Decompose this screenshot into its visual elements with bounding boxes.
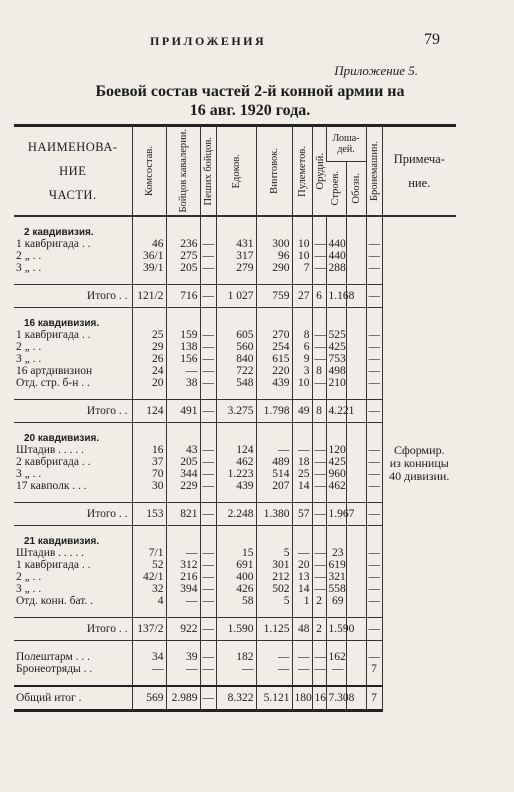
cell-h: 425 [326, 341, 346, 353]
grand-total-label: Общий итог . [14, 686, 132, 711]
total-k: 124 [132, 400, 166, 423]
cell-f: — [200, 444, 216, 456]
cell-m: 10 [292, 250, 312, 262]
title-line-2: 16 авг. 1920 года. [189, 102, 311, 119]
cell-c: 275 [166, 250, 200, 262]
section-title: 20 кавдивизия. [24, 433, 100, 444]
total-f: — [200, 503, 216, 526]
cell-r: 254 [256, 341, 292, 353]
grand-k: 569 [132, 686, 166, 711]
cell-o [346, 571, 366, 583]
cell-r: 220 [256, 365, 292, 377]
unit-name: 1 кавбригада . . [16, 238, 91, 250]
notes-column [382, 216, 456, 711]
cell-c: 236 [166, 238, 200, 250]
cell-f: — [200, 663, 216, 675]
total-e: 2.248 [216, 503, 256, 526]
cell-e: 1.223 [216, 468, 256, 480]
cell-m: 25 [292, 468, 312, 480]
cell-g: — [312, 559, 326, 571]
total-f: — [200, 285, 216, 308]
header-train-horses: Обозн. [346, 162, 366, 216]
cell-h: 619 [326, 559, 346, 571]
cell-g: — [312, 329, 326, 341]
cell-r: 96 [256, 250, 292, 262]
cell-e: 439 [216, 480, 256, 492]
unit-name: Полештарм . . . [16, 651, 90, 663]
cell-m: 13 [292, 571, 312, 583]
cell-a: 7 [366, 663, 382, 675]
running-head: ПРИЛОЖЕНИЯ [150, 34, 267, 48]
cell-r: — [256, 651, 292, 663]
section-title: 16 кавдивизия. [24, 318, 100, 329]
cell-k: 52 [132, 559, 166, 571]
cell-k: 46 [132, 238, 166, 250]
total-m: 27 [292, 285, 312, 308]
cell-f: — [200, 456, 216, 468]
cell-a: — [366, 377, 382, 389]
cell-c: 205 [166, 262, 200, 274]
cell-g: — [312, 377, 326, 389]
header-unit-name: НАИМЕНОВА- НИЕ ЧАСТИ. [14, 126, 132, 217]
cell-m: 9 [292, 353, 312, 365]
header-eaters: Едоков. [216, 126, 256, 217]
cell-a: — [366, 262, 382, 274]
total-m: 57 [292, 503, 312, 526]
cell-c: 216 [166, 571, 200, 583]
table-header-row [14, 126, 456, 162]
cell-h: 321 [326, 571, 346, 583]
cell-h: 440 [326, 238, 346, 250]
cell-f: — [200, 547, 216, 559]
cell-e: 560 [216, 341, 256, 353]
cell-m: 10 [292, 377, 312, 389]
cell-o [346, 595, 366, 607]
cell-r: — [256, 663, 292, 675]
cell-r: 514 [256, 468, 292, 480]
cell-g: — [312, 468, 326, 480]
cell-a: — [366, 444, 382, 456]
cell-r: 489 [256, 456, 292, 468]
cell-e: 124 [216, 444, 256, 456]
cell-h: 753 [326, 353, 346, 365]
cell-f: — [200, 480, 216, 492]
cell-k: 30 [132, 480, 166, 492]
unit-name: 3 „ . . [16, 353, 42, 365]
unit-name: Отд. стр. б-н . . [16, 377, 90, 389]
cell-a: — [366, 651, 382, 663]
total-a: — [366, 285, 382, 308]
cell-k: 37 [132, 456, 166, 468]
cell-o [346, 456, 366, 468]
total-a: — [366, 618, 382, 641]
cell-o [346, 663, 366, 675]
cell-o [346, 377, 366, 389]
cell-c: — [166, 663, 200, 675]
total-a: — [366, 400, 382, 423]
note-line: из конницы [389, 456, 449, 471]
cell-m: 14 [292, 583, 312, 595]
cell-g: — [312, 341, 326, 353]
cell-h: 440 [326, 250, 346, 262]
unit-name: 2 „ . . [16, 250, 42, 262]
total-g: 6 [312, 285, 326, 308]
cell-r: 212 [256, 571, 292, 583]
cell-k: 16 [132, 444, 166, 456]
cell-f: — [200, 250, 216, 262]
section-title: 2 кавдивизия. [24, 227, 94, 238]
total-h: 4.221 [326, 400, 346, 423]
cell-r: — [256, 444, 292, 456]
total-c: 491 [166, 400, 200, 423]
cell-f: — [200, 365, 216, 377]
unit-name: 2 кавбригада . . [16, 456, 91, 468]
cell-k: 34 [132, 651, 166, 663]
cell-m: 7 [292, 262, 312, 274]
unit-name: 1 кавбригада . . [16, 559, 91, 571]
cell-a: — [366, 365, 382, 377]
cell-m: — [292, 651, 312, 663]
total-c: 922 [166, 618, 200, 641]
cell-r: 290 [256, 262, 292, 274]
grand-f: — [200, 686, 216, 711]
header-komsostav: Комсостав. [132, 126, 166, 217]
cell-e: 15 [216, 547, 256, 559]
cell-m: 10 [292, 238, 312, 250]
cell-e: 182 [216, 651, 256, 663]
subtotal-label: Итого . . [14, 618, 132, 641]
cell-f: — [200, 583, 216, 595]
total-h: 1.967 [326, 503, 346, 526]
cell-c: 39 [166, 651, 200, 663]
header-horses: Лоша- дей. [326, 126, 366, 162]
cell-a: — [366, 480, 382, 492]
unit-name: 16 артдивизион [16, 365, 93, 377]
unit-name: Штадив . . . . . [16, 547, 85, 559]
cell-o [346, 583, 366, 595]
cell-m: — [292, 547, 312, 559]
total-m: 49 [292, 400, 312, 423]
header-armored-cars: Бронемашин. [366, 126, 382, 217]
cell-f: — [200, 238, 216, 250]
cell-g: — [312, 250, 326, 262]
grand-h: 7.308 [326, 686, 346, 711]
header-foot-fighters: Пеших бойцов. [200, 126, 216, 217]
table-body [14, 216, 456, 711]
cell-h: 162 [326, 651, 346, 663]
total-r: 1.798 [256, 400, 292, 423]
cell-g: — [312, 444, 326, 456]
grand-g: 16 [312, 686, 326, 711]
total-e: 1.590 [216, 618, 256, 641]
cell-m: 14 [292, 480, 312, 492]
cell-f: — [200, 571, 216, 583]
cell-c: — [166, 365, 200, 377]
cell-r: 207 [256, 480, 292, 492]
cell-m: 20 [292, 559, 312, 571]
cell-c: 394 [166, 583, 200, 595]
cell-h: 288 [326, 262, 346, 274]
cell-m: 8 [292, 329, 312, 341]
header-combat-horses: Строев. [326, 162, 346, 216]
cell-o [346, 341, 366, 353]
cell-k: 32 [132, 583, 166, 595]
total-f: — [200, 400, 216, 423]
cell-f: — [200, 329, 216, 341]
total-r: 759 [256, 285, 292, 308]
cell-e: 58 [216, 595, 256, 607]
cell-o [346, 651, 366, 663]
cell-g: — [312, 456, 326, 468]
unit-name: 3 „ . . [16, 262, 42, 274]
cell-r: 270 [256, 329, 292, 341]
grand-c: 2.989 [166, 686, 200, 711]
title-line-1: Боевой состав частей 2-й конной армии на [95, 83, 405, 100]
cell-k: 7/1 [132, 547, 166, 559]
cell-a: — [366, 583, 382, 595]
header-rifles: Винтовок. [256, 126, 292, 217]
header-machine-guns: Пулеметов. [292, 126, 312, 217]
total-f: — [200, 618, 216, 641]
page-number: 79 [424, 31, 440, 48]
cell-k: — [132, 663, 166, 675]
unit-name: Отд. конн. бат. . [16, 595, 94, 607]
cell-f: — [200, 595, 216, 607]
cell-h: 558 [326, 583, 346, 595]
units-table [14, 124, 456, 712]
total-k: 121/2 [132, 285, 166, 308]
cell-m: 1 [292, 595, 312, 607]
cell-c: — [166, 547, 200, 559]
cell-e: 431 [216, 238, 256, 250]
cell-o [346, 547, 366, 559]
cell-a: — [366, 547, 382, 559]
unit-name: 1 кавбригада . . [16, 329, 91, 341]
cell-k: 36/1 [132, 250, 166, 262]
total-h: 1.590 [326, 618, 346, 641]
cell-h: — [326, 663, 346, 675]
note-line: 40 дивизии. [389, 469, 450, 484]
cell-a: — [366, 559, 382, 571]
cell-g: — [312, 238, 326, 250]
grand-m: 180 [292, 686, 312, 711]
cell-a: — [366, 595, 382, 607]
cell-g: — [312, 571, 326, 583]
subtotal-label: Итого . . [14, 503, 132, 526]
cell-f: — [200, 341, 216, 353]
cell-k: 42/1 [132, 571, 166, 583]
cell-r: 5 [256, 547, 292, 559]
cell-e: 279 [216, 262, 256, 274]
unit-name: 2 „ . . [16, 571, 42, 583]
cell-h: 23 [326, 547, 346, 559]
total-k: 137/2 [132, 618, 166, 641]
cell-r: 300 [256, 238, 292, 250]
header-notes: Примеча- ние. [382, 126, 456, 217]
grand-e: 8.322 [216, 686, 256, 711]
cell-c: 156 [166, 353, 200, 365]
cell-k: 26 [132, 353, 166, 365]
cell-c: 159 [166, 329, 200, 341]
appendix-label: Приложение 5. [334, 63, 418, 78]
total-r: 1.380 [256, 503, 292, 526]
cell-a: — [366, 250, 382, 262]
cell-g: — [312, 547, 326, 559]
cell-e: 548 [216, 377, 256, 389]
cell-c: 229 [166, 480, 200, 492]
cell-c: — [166, 595, 200, 607]
cell-a: — [366, 468, 382, 480]
cell-o [346, 480, 366, 492]
header-cavalry-fighters: Бойцов кавалерии. [166, 126, 200, 217]
total-m: 48 [292, 618, 312, 641]
note-line: Сформир. [393, 443, 445, 458]
cell-c: 205 [166, 456, 200, 468]
cell-a: — [366, 341, 382, 353]
unit-name: 3 „ . . [16, 468, 42, 480]
cell-c: 344 [166, 468, 200, 480]
cell-a: — [366, 456, 382, 468]
cell-a: — [366, 353, 382, 365]
total-h: 1.168 [326, 285, 346, 308]
cell-o [346, 238, 366, 250]
cell-g: 8 [312, 365, 326, 377]
cell-f: — [200, 559, 216, 571]
cell-h: 69 [326, 595, 346, 607]
section-title: 21 кавдивизия. [24, 536, 100, 547]
total-e: 3.275 [216, 400, 256, 423]
cell-k: 24 [132, 365, 166, 377]
total-r: 1.125 [256, 618, 292, 641]
cell-g: 2 [312, 595, 326, 607]
cell-m: — [292, 663, 312, 675]
cell-m: 3 [292, 365, 312, 377]
cell-g: — [312, 583, 326, 595]
cell-h: 960 [326, 468, 346, 480]
header-guns: Орудий. [312, 126, 326, 217]
total-e: 1 027 [216, 285, 256, 308]
cell-h: 210 [326, 377, 346, 389]
total-g: 8 [312, 400, 326, 423]
cell-h: 425 [326, 456, 346, 468]
cell-e: 605 [216, 329, 256, 341]
cell-e: — [216, 663, 256, 675]
total-g: — [312, 503, 326, 526]
cell-o [346, 262, 366, 274]
cell-o [346, 329, 366, 341]
cell-a: — [366, 571, 382, 583]
cell-a: — [366, 329, 382, 341]
cell-h: 525 [326, 329, 346, 341]
cell-e: 400 [216, 571, 256, 583]
cell-r: 615 [256, 353, 292, 365]
cell-g: — [312, 353, 326, 365]
cell-r: 439 [256, 377, 292, 389]
cell-o [346, 365, 366, 377]
subtotal-label: Итого . . [14, 285, 132, 308]
cell-r: 5 [256, 595, 292, 607]
cell-a: — [366, 238, 382, 250]
cell-e: 462 [216, 456, 256, 468]
cell-f: — [200, 377, 216, 389]
cell-e: 691 [216, 559, 256, 571]
cell-o [346, 444, 366, 456]
unit-name: 17 кавполк . . . [16, 480, 87, 492]
document-title [40, 82, 460, 120]
cell-r: 301 [256, 559, 292, 571]
cell-g: — [312, 663, 326, 675]
cell-o [346, 250, 366, 262]
total-k: 153 [132, 503, 166, 526]
cell-o [346, 353, 366, 365]
grand-r: 5.121 [256, 686, 292, 711]
cell-k: 4 [132, 595, 166, 607]
total-a: — [366, 503, 382, 526]
unit-name: Штадив . . . . . [16, 444, 85, 456]
cell-e: 317 [216, 250, 256, 262]
cell-k: 25 [132, 329, 166, 341]
cell-f: — [200, 468, 216, 480]
cell-h: 498 [326, 365, 346, 377]
cell-e: 840 [216, 353, 256, 365]
cell-m: 6 [292, 341, 312, 353]
cell-f: — [200, 262, 216, 274]
cell-c: 43 [166, 444, 200, 456]
unit-name: Бронеотряды . . [16, 663, 93, 675]
cell-g: — [312, 651, 326, 663]
cell-o [346, 468, 366, 480]
cell-f: — [200, 651, 216, 663]
cell-r: 502 [256, 583, 292, 595]
grand-a: 7 [366, 686, 382, 711]
cell-e: 426 [216, 583, 256, 595]
cell-f: — [200, 353, 216, 365]
subtotal-label: Итого . . [14, 400, 132, 423]
cell-h: 462 [326, 480, 346, 492]
cell-k: 20 [132, 377, 166, 389]
cell-h: 120 [326, 444, 346, 456]
cell-m: 18 [292, 456, 312, 468]
cell-c: 38 [166, 377, 200, 389]
cell-o [346, 559, 366, 571]
unit-name: 2 „ . . [16, 341, 42, 353]
cell-c: 312 [166, 559, 200, 571]
unit-name: 3 „ . . [16, 583, 42, 595]
total-g: 2 [312, 618, 326, 641]
cell-e: 722 [216, 365, 256, 377]
cell-g: — [312, 262, 326, 274]
cell-c: 138 [166, 341, 200, 353]
cell-k: 29 [132, 341, 166, 353]
page-header [0, 31, 514, 51]
cell-k: 39/1 [132, 262, 166, 274]
total-c: 821 [166, 503, 200, 526]
cell-g: — [312, 480, 326, 492]
total-c: 716 [166, 285, 200, 308]
cell-k: 70 [132, 468, 166, 480]
cell-m: — [292, 444, 312, 456]
